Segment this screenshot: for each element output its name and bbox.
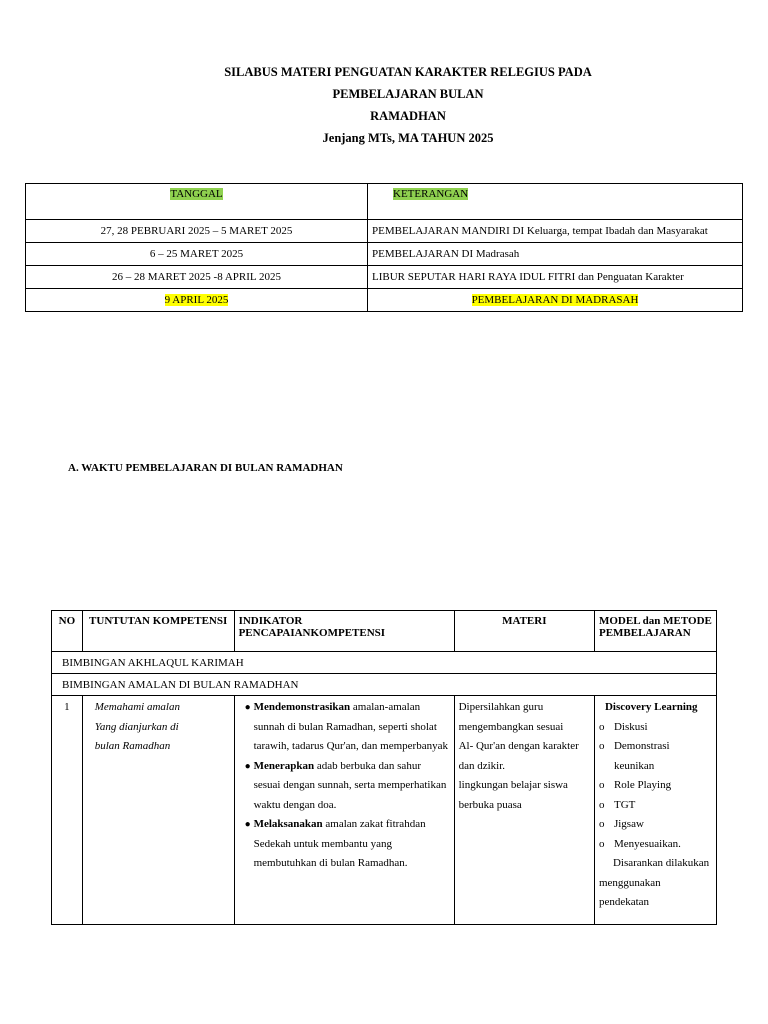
materi-line: Al- Qur'an dengan karakter xyxy=(458,740,579,752)
doc-title-line-1: SILABUS MATERI PENGUATAN KARAKTER RELEGIUS PADA xyxy=(224,65,592,79)
circle-bullet-icon: o xyxy=(598,740,605,752)
list-item: o Demonstrasi keunikan xyxy=(599,737,712,776)
group-amalan: BIMBINGAN AMALAN DI BULAN RAMADHAN xyxy=(52,674,717,696)
circle-bullet-icon: o xyxy=(598,837,605,850)
indikator-cell xyxy=(234,696,454,925)
materi-line: dan dzikir. xyxy=(458,759,506,772)
materi-line: Dipersilahkan guru xyxy=(458,701,544,713)
model-note: Disarankan dilakukan menggunakan pendekatan xyxy=(598,857,710,908)
syllabus-table xyxy=(51,610,717,925)
row-number: 1 xyxy=(52,696,83,925)
schedule-note: PEMBELAJARAN DI Madrasah xyxy=(368,243,743,266)
schedule-note: PEMBELAJARAN DI MADRASAH xyxy=(368,289,743,312)
group-akhlaq: BIMBINGAN AKHLAQUL KARIMAH xyxy=(52,652,717,674)
schedule-row xyxy=(26,220,743,243)
materi-cell xyxy=(454,696,594,925)
circle-bullet-icon: o xyxy=(598,818,605,830)
schedule-header-note: KETERANGAN xyxy=(368,184,743,220)
schedule-header-row xyxy=(26,184,743,220)
list-item: o Menyesuaikan. xyxy=(599,835,712,855)
header-model: MODEL dan METODE PEMBELAJARAN xyxy=(594,611,716,652)
list-item: ● Mendemonstrasikan amalan-amalan sunnah di bulan Ramadhan, seperti sholat tarawih, tadarus Qur'an, dan memperbanyak xyxy=(239,698,450,757)
table-row xyxy=(52,696,717,925)
model-cell xyxy=(594,696,716,925)
group-row xyxy=(52,652,717,674)
schedule-row xyxy=(26,266,743,289)
doc-title-line-3: RAMADHAN xyxy=(370,109,446,123)
bullet-icon: ● xyxy=(244,760,251,772)
schedule-date: 27, 28 PEBRUARI 2025 – 5 MARET 2025 xyxy=(26,220,368,243)
group-row xyxy=(52,674,717,696)
list-item: o Jigsaw xyxy=(599,815,712,835)
materi-line: berbuka puasa xyxy=(458,798,522,811)
schedule-note: PEMBELAJARAN MANDIRI DI Keluarga, tempat Ibadah dan Masyarakat xyxy=(368,220,743,243)
circle-bullet-icon: o xyxy=(598,779,605,791)
schedule-row xyxy=(26,243,743,266)
kompetensi-cell xyxy=(82,696,234,925)
header-no: NO xyxy=(52,611,83,652)
schedule-note: LIBUR SEPUTAR HARI RAYA IDUL FITRI dan Penguatan Karakter xyxy=(368,266,743,289)
doc-title-line-2: PEMBELAJARAN BULAN xyxy=(332,87,484,101)
model-list xyxy=(599,718,712,855)
kompetensi-line: bulan Ramadhan xyxy=(94,740,171,752)
list-item: ● Melaksanakan amalan zakat fitrahdan Sedekah untuk membantu yang membutuhkan di bulan Ramadhan. xyxy=(239,815,450,874)
list-item: o TGT xyxy=(599,796,712,816)
model-title: Discovery Learning xyxy=(604,701,698,713)
bullet-icon: ● xyxy=(244,702,251,713)
schedule-date: 26 – 28 MARET 2025 -8 APRIL 2025 xyxy=(26,266,368,289)
schedule-table xyxy=(25,183,743,312)
list-item: o Role Playing xyxy=(599,776,712,796)
section-heading-a: A. WAKTU PEMBELAJARAN DI BULAN RAMADHAN xyxy=(68,462,343,474)
circle-bullet-icon: o xyxy=(598,798,605,811)
materi-line: mengembangkan sesuai xyxy=(458,720,564,733)
header-kompetensi: TUNTUTAN KOMPETENSI xyxy=(82,611,234,652)
list-item: ● Menerapkan adab berbuka dan sahur sesuai dengan sunnah, serta memperhatikan waktu dengan doa. xyxy=(239,757,450,816)
kompetensi-line: Memahami amalan xyxy=(94,701,180,713)
schedule-date: 6 – 25 MARET 2025 xyxy=(26,243,368,266)
indikator-list xyxy=(239,698,450,874)
circle-bullet-icon: o xyxy=(598,720,605,733)
bullet-icon: ● xyxy=(244,819,251,830)
list-item: o Diskusi xyxy=(599,718,712,738)
schedule-date: 9 APRIL 2025 xyxy=(26,289,368,312)
schedule-header-date: TANGGAL xyxy=(26,184,368,220)
header-indikator: INDIKATOR PENCAPAIANKOMPETENSI xyxy=(234,611,454,652)
schedule-row xyxy=(26,289,743,312)
kompetensi-line: Yang dianjurkan di xyxy=(94,720,179,733)
doc-title-line-4: Jenjang MTs, MA TAHUN 2025 xyxy=(322,131,494,145)
header-materi: MATERI xyxy=(454,611,594,652)
syllabus-header-row xyxy=(52,611,717,652)
materi-line: lingkungan belajar siswa xyxy=(458,779,568,791)
